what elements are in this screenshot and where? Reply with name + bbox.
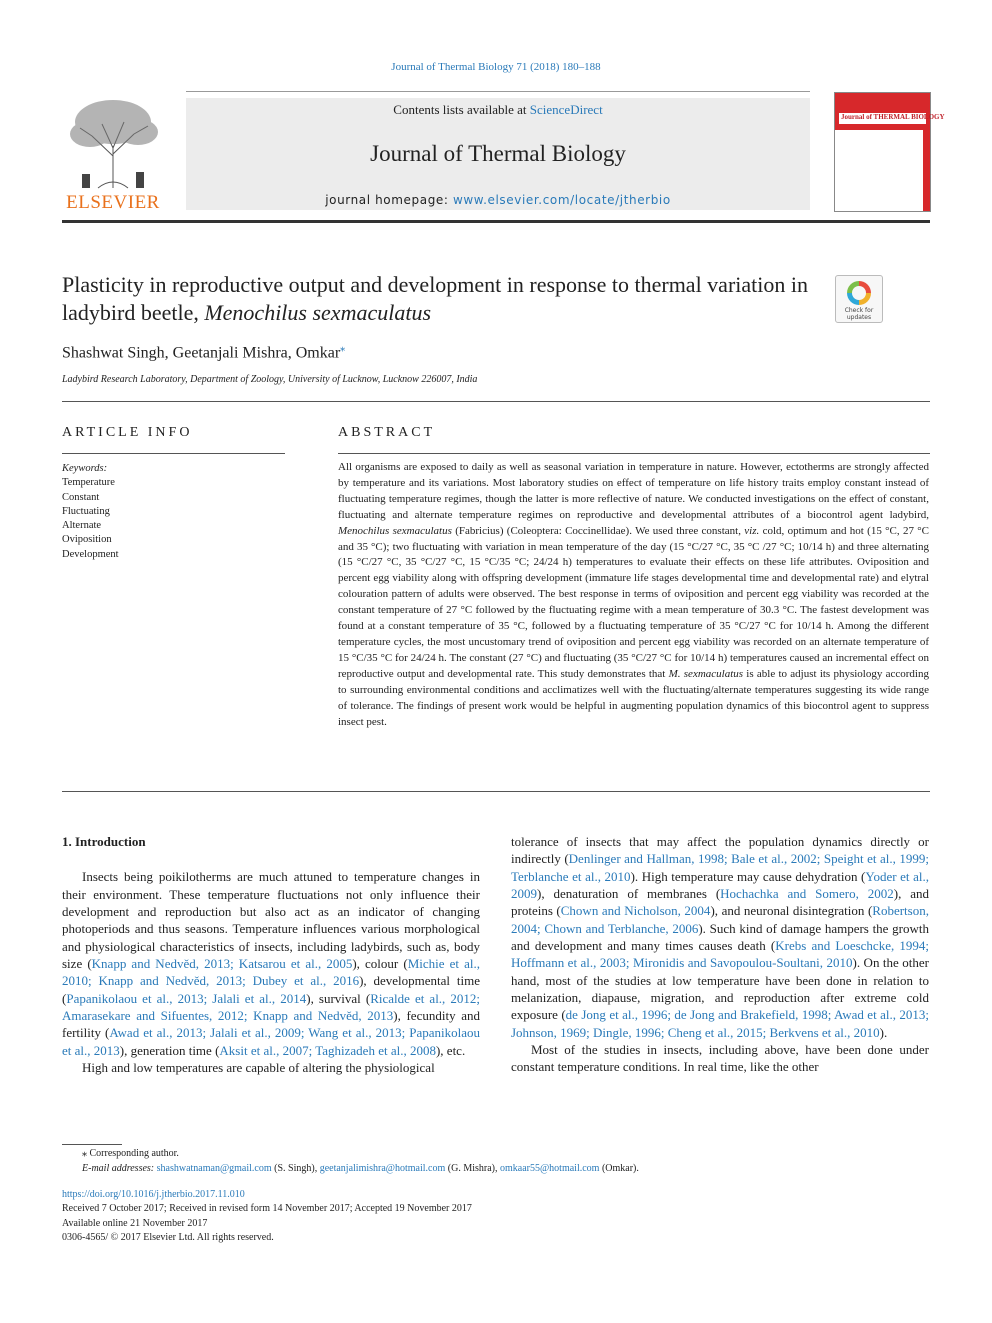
footnote — [62, 1147, 639, 1176]
article-title-species: Menochilus sexmaculatus — [204, 300, 432, 325]
keyword: Temperature — [62, 477, 115, 489]
keyword: Constant — [62, 491, 100, 503]
abstract-segment: cold, optimum and hot (15 °C, 27 °C and 35 °C); two fluctuating with variation in mean temperature of the day (15 °C/27 °C, 35 °C /27 °C; 10/14 h) and three alternating (15 °C/27 °C, 35 °C/27 °C, 15 °C/35 °C; 24/24 h) temperatures to evaluate their effects on these life attributes. Oviposition and percent egg viability along with offspring development (immature life stages developmental time and developmental rate) and elytral colouration pattern of adults were observed. The best response in terms of oviposition and percent egg viability was recorded at the constant temperature of 27 °C followed by the fluctuating regime with a mean temperature of 30.3 °C. The fastest development was found at a constant temperature of 35 °C, followed by a fluctuating temperature of 35 °C/27 °C for 10/14 h. Among the different temperature cycles, the most uncustomary trend of oviposition and percent egg viability was recorded on an alternate temperature of 15 °C/35 °C for 24/24 h. The constant (27 °C) and fluctuating (35 °C/27 °C for 10/14 h) temperatures caused an incremental effect on reproductive output and developmental rate. This study demonstrates that — [338, 524, 929, 680]
divider — [62, 401, 930, 402]
abstract-species: M. sexmaculatus — [668, 667, 744, 680]
paragraph-text: ), denaturation of membranes ( — [537, 886, 721, 902]
abstract-segment: All organisms are exposed to daily as well as seasonal variation in temperature in nature. However, ectotherms are strongly affected by temperature and its variations. Most laboratory studies on effect of temperature on life history traits employ constant instead of fluctuating temperature regimes, though the latter is more reflective of nature. We conducted investigations on the effect of constant, fluctuating and alternate temperature regimes on reproductive and developmental attributes of a biocontrol agent ladybird, — [338, 461, 929, 521]
abstract-viz: viz. — [744, 524, 760, 537]
introduction-heading: 1. Introduction — [62, 834, 146, 849]
divider — [62, 791, 930, 792]
authors — [62, 343, 345, 362]
publisher-name: ELSEVIER — [66, 192, 160, 213]
keywords-list — [62, 462, 119, 562]
paragraph-text: ), and neuronal disintegration ( — [710, 903, 873, 919]
check-for-updates-badge[interactable] — [835, 275, 883, 323]
paragraph-text: Insects being poikilotherms are much attuned to temperature changes in their environment. These temperature fluctuations not only influence their development and reproduction but also act as an indicator of changing photoperiods and thus seasons. Temperature influences various morphological and physiological characteristics of insects, including ladybirds, such as, body size ( — [62, 869, 480, 972]
received-dates: Received 7 October 2017; Received in revised form 14 November 2017; Accepted 19 November 2017 — [62, 1203, 472, 1215]
citation-link[interactable]: Krebs and Loeschcke, 1994; Hoffmann et al., 2003; Mironidis and Savopoulou-Soultani, 2010 — [511, 938, 929, 971]
contents-prefix: Contents lists available at — [393, 102, 530, 117]
corresponding-author-note: ⁎ Corresponding author. — [82, 1148, 179, 1159]
abstract-segment: is able to adjust its physiology according to surrounding environmental conditions and acclimatizes well with the fluctuating/alternate temperatures suggesting its wide range of tolerance. The findings of present work would be helpful in augmenting population dynamics of this biocontrol agent to suppress insect pest. — [338, 667, 929, 728]
paragraph-text: tolerance of insects that may affect the population dynamics directly or indirectly ( — [511, 834, 929, 867]
citation-link[interactable]: Ricalde et al., 2012; Amarasekare and Sifuentes, 2012; Knapp and Nedvěd, 2013 — [62, 990, 480, 1024]
abstract-heading: ABSTRACT — [338, 425, 436, 440]
footnote-rule — [62, 1144, 122, 1145]
intro-paragraph: High and low temperatures are capable of altering the physiological — [82, 1060, 435, 1076]
paragraph-text: ), generation time ( — [119, 1042, 220, 1058]
email-owner: (S. Singh), — [271, 1162, 320, 1174]
available-online: Available online 21 November 2017 — [62, 1217, 208, 1229]
corresponding-author-mark[interactable]: ⁎ — [340, 343, 346, 354]
citation-link[interactable]: Hochachka and Somero, 2002 — [720, 886, 894, 902]
paragraph-text: ). On the other hand, most of the studies at low temperature have been done in relation to melanization, diapause, migration, and reproduction after extreme cold exposure ( — [511, 955, 929, 1023]
paragraph-text: ), developmental time ( — [62, 973, 480, 1006]
keyword: Development — [62, 548, 119, 560]
email-label: E-mail addresses: — [82, 1162, 157, 1174]
citation-link[interactable]: Papanikolaou et al., 2013; Jalali et al., 2014 — [66, 990, 307, 1006]
article-info-rule — [62, 453, 285, 454]
abstract-segment: (Fabricius) (Coleoptera: Coccinellidae). We used three constant, — [451, 524, 745, 537]
body-column-right — [511, 833, 929, 1076]
homepage-link[interactable]: www.elsevier.com/locate/jtherbio — [452, 193, 671, 207]
header-rule — [62, 220, 930, 223]
citation-link[interactable]: Knapp and Nedvěd, 2013; Katsarou et al., 2005 — [91, 956, 353, 972]
email-link[interactable]: geetanjalimishra@hotmail.com — [319, 1162, 446, 1174]
email-owner: (G. Mishra), — [445, 1162, 500, 1174]
cover-red-band — [835, 93, 930, 130]
body-column-left — [62, 833, 480, 1076]
citation-link[interactable]: Aksit et al., 2007; Taghizadeh et al., 2008 — [219, 1042, 436, 1058]
paragraph-text: ). — [879, 1024, 888, 1040]
intro-paragraph — [511, 833, 929, 1041]
abstract-rule — [338, 453, 930, 454]
paragraph-text: ), fecundity and fertility ( — [62, 1008, 480, 1041]
publication-info — [62, 1188, 472, 1246]
email-link[interactable]: shashwatnaman@gmail.com — [156, 1162, 272, 1174]
citation-link[interactable]: Robertson, 2004; Chown and Terblanche, 2006 — [511, 903, 929, 936]
sciencedirect-link[interactable]: ScienceDirect — [529, 102, 603, 117]
paragraph-text: ), etc. — [435, 1042, 466, 1058]
keyword: Fluctuating — [62, 505, 110, 517]
elsevier-tree-icon — [62, 96, 164, 192]
paragraph-text: ), survival ( — [306, 990, 371, 1006]
citation-link[interactable]: de Jong et al., 1996; de Jong and Brakefield, 1998; Awad et al., 2013; Johnson, 1969; Dingle, 1996; Cheng et al., 2015; Berkvens et al., 2010 — [511, 1007, 929, 1040]
doi-link[interactable]: https://doi.org/10.1016/j.jtherbio.2017.11.010 — [62, 1189, 245, 1200]
cover-title: Journal of THERMAL BIOLOGY — [841, 113, 945, 121]
journal-cover-thumbnail[interactable] — [834, 92, 945, 212]
citation-link[interactable]: Michie et al., 2010; Knapp and Nedvěd, 2013; Dubey et al., 2016 — [62, 956, 480, 989]
cover-red-edge — [923, 130, 930, 211]
abstract-text — [338, 460, 929, 730]
citation-link[interactable]: Yoder et al., 2009 — [511, 868, 929, 902]
abstract-species: Menochilus sexmaculatus — [338, 524, 452, 537]
header-top-rule — [186, 91, 810, 92]
citation-link[interactable]: Awad et al., 2013; Jalali et al., 2009; Wang et al., 2013; Papanikolaou et al., 2013 — [62, 1025, 480, 1058]
paragraph-text: ). Such kind of damage hampers the growth and development and many times causes death ( — [511, 920, 929, 954]
copyright: 0306-4565/ © 2017 Elsevier Ltd. All rights reserved. — [62, 1232, 274, 1244]
email-link[interactable]: omkaar55@hotmail.com — [499, 1162, 600, 1174]
journal-homepage-line — [186, 193, 810, 207]
citation-link[interactable]: Chown and Nicholson, 2004 — [560, 903, 711, 919]
intro-paragraph: Most of the studies in insects, including above, have been done under constant temperature conditions. In real time, like the other — [511, 1042, 929, 1075]
check-updates-icon — [847, 281, 871, 305]
paragraph-text: ), colour ( — [352, 956, 408, 972]
email-owner: (Omkar). — [599, 1162, 639, 1174]
email-addresses — [62, 1162, 639, 1177]
keyword: Oviposition — [62, 534, 112, 546]
article-title-text: Plasticity in reproductive output and development in response to thermal variation in ladybird beetle, — [62, 272, 808, 325]
keywords-label: Keywords: — [62, 463, 108, 474]
intro-paragraph — [62, 868, 480, 1059]
author-names: Shashwat Singh, Geetanjali Mishra, Omkar — [62, 344, 341, 362]
article-info-heading: ARTICLE INFO — [62, 425, 193, 440]
article-title — [62, 271, 822, 327]
journal-name: Journal of Thermal Biology — [370, 141, 626, 166]
citation-link[interactable]: Denlinger and Hallman, 1998; Bale et al., 2002; Speight et al., 1999; Terblanche et al., 2010 — [511, 851, 929, 884]
homepage-prefix: journal homepage: — [325, 193, 453, 207]
elsevier-logo[interactable] — [62, 96, 164, 214]
paragraph-text: ). High temperature may cause dehydration ( — [630, 868, 866, 884]
journal-citation[interactable]: Journal of Thermal Biology 71 (2018) 180–188 — [391, 61, 601, 73]
affiliation: Ladybird Research Laboratory, Department of Zoology, University of Lucknow, Lucknow 226007, India — [62, 374, 478, 385]
check-updates-label: Check for updates — [844, 307, 874, 321]
keyword: Alternate — [62, 520, 102, 532]
paragraph-text: ), and proteins ( — [511, 886, 929, 919]
contents-available-line — [186, 102, 810, 118]
